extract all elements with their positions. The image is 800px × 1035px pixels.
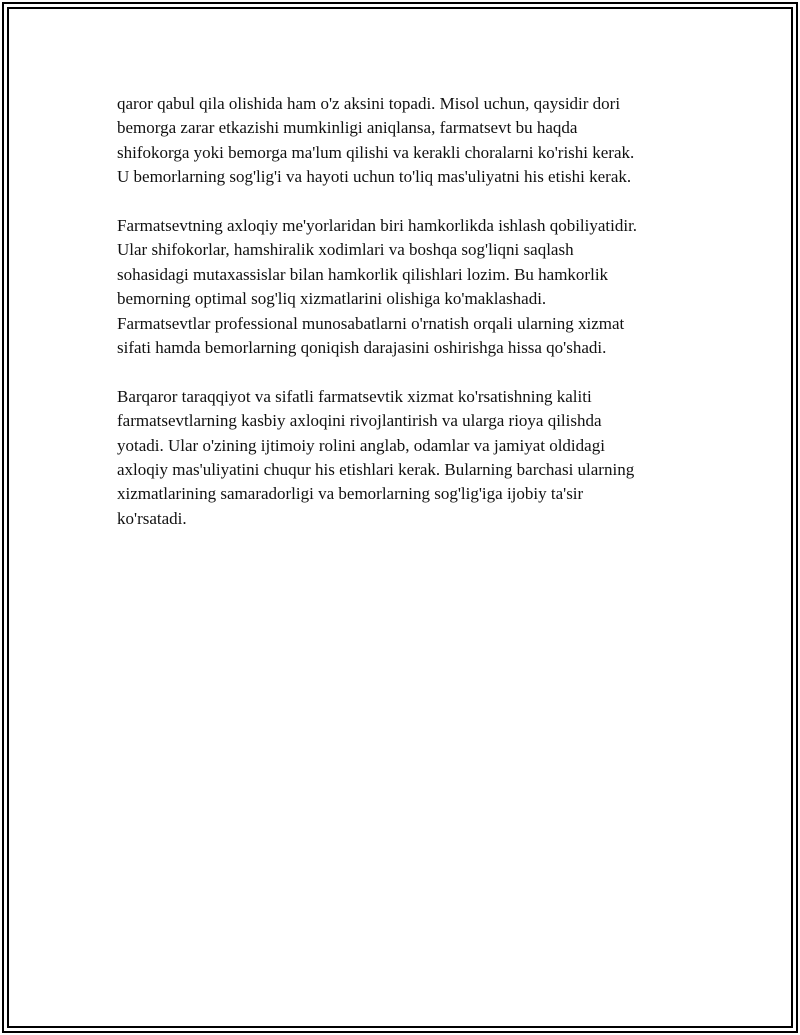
paragraph-line: bemorga zarar etkazishi mumkinligi aniqlansa, farmatsevt bu haqda <box>117 118 578 138</box>
paragraph-line: yotadi. Ular o'zining ijtimoiy rolini anglab, odamlar va jamiyat oldidagi <box>117 435 605 455</box>
paragraph-1 <box>117 92 697 190</box>
paragraph-line: sohasidagi mutaxassislar bilan hamkorlik qilishlari lozim. Bu hamkorlik <box>117 264 609 284</box>
paragraph-line: axloqiy mas'uliyatini chuqur his etishlari kerak. Bularning barchasi ularning <box>117 460 635 480</box>
paragraph-line: Farmatsevtning axloqiy me'yorlaridan biri hamkorlikda ishlash qobiliyatidir. <box>117 216 638 236</box>
paragraph-line: sifati hamda bemorlarning qoniqish darajasini oshirishga hissa qo'shadi. <box>117 338 607 358</box>
paragraph-line: farmatsevtlarning kasbiy axloqini rivojlantirish va ularga rioya qilishda <box>117 411 602 431</box>
paragraph-line: qaror qabul qila olishida ham o'z aksini topadi. Misol uchun, qaysidir dori <box>117 94 621 113</box>
document-body <box>117 92 697 556</box>
paragraph-line: Ular shifokorlar, hamshiralik xodimlari va boshqa sog'liqni saqlash <box>117 240 574 260</box>
paragraph-line: shifokorga yoki bemorga ma'lum qilishi va kerakli choralarni ko'rishi kerak. <box>117 142 635 162</box>
paragraph-2 <box>117 214 697 360</box>
paragraph-line: xizmatlarining samaradorligi va bemorlarning sog'lig'iga ijobiy ta'sir <box>117 484 584 504</box>
paragraph-line: bemorning optimal sog'liq xizmatlarini olishiga ko'maklashadi. <box>117 289 547 309</box>
paragraph-line: U bemorlarning sog'lig'i va hayoti uchun to'liq mas'uliyatni his etishi kerak. <box>117 167 632 187</box>
paragraph-3 <box>117 385 697 531</box>
paragraph-line: Barqaror taraqqiyot va sifatli farmatsevtik xizmat ko'rsatishning kaliti <box>117 386 592 406</box>
paragraph-line: Farmatsevtlar professional munosabatlarni o'rnatish orqali ularning xizmat <box>117 313 625 333</box>
paragraph-line: ko'rsatadi. <box>117 508 187 528</box>
